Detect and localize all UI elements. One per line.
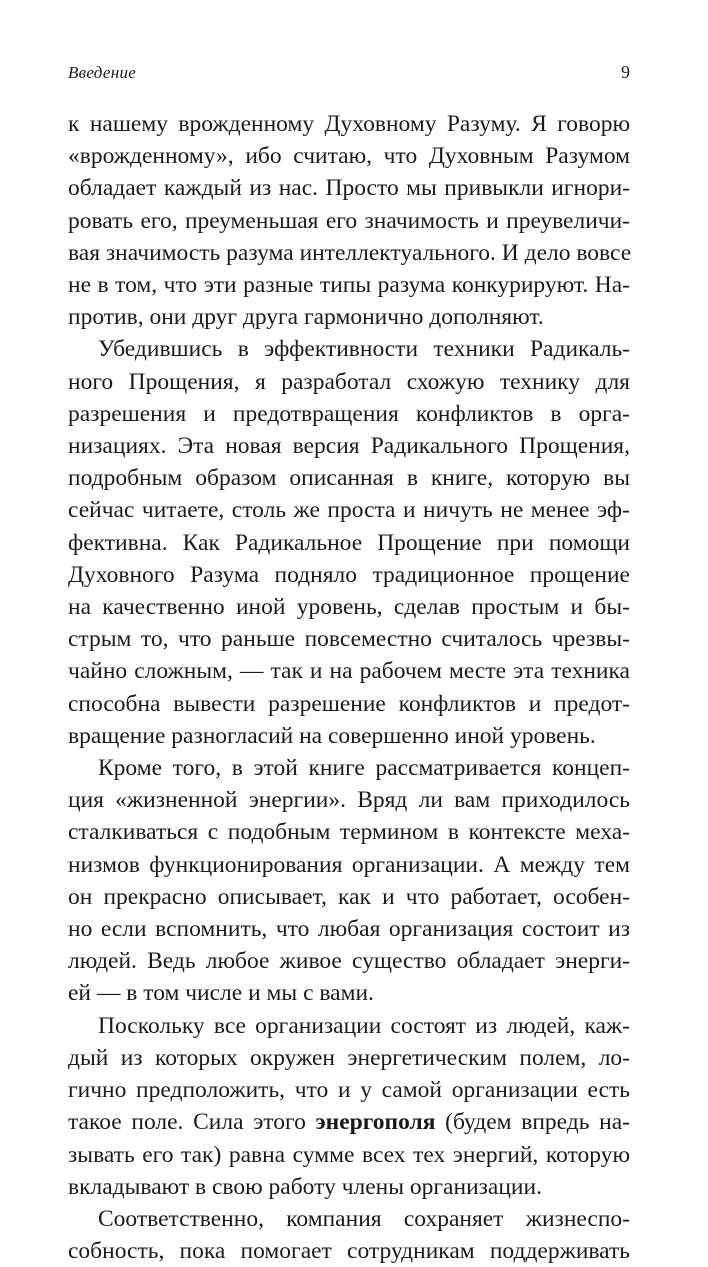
body-text xyxy=(68,108,630,1267)
text-line: ровать его, преуменьшая его значимость и преувеличи- xyxy=(68,207,630,234)
text-line: «врожденному», ибо считаю, что Духовным Разумом xyxy=(68,143,630,170)
paragraph xyxy=(68,1203,630,1267)
text-line: сейчас читаете, столь же проста и ничуть не менее эф- xyxy=(68,497,630,524)
text-line: ция «жизненной энергии». Вряд ли вам приходилось xyxy=(68,787,630,814)
page-number: 9 xyxy=(621,62,630,82)
text-line: против, они друг друга гармонично дополняют. xyxy=(68,304,544,331)
text-line: вая значимость разума интеллектуального. И дело вовсе xyxy=(68,239,632,266)
text-line: вкладывают в свою работу члены организации. xyxy=(68,1173,542,1200)
text-line: ей — в том числе и мы с вами. xyxy=(68,980,374,1007)
text-line: подробным образом описанная в книге, которую вы xyxy=(68,465,630,492)
text-line: Убедившись в эффективности техники Радикаль- xyxy=(98,336,630,363)
paragraph xyxy=(68,108,630,333)
text-line: фективна. Как Радикальное Прощение при помощи xyxy=(68,529,630,556)
text-line: низмов функционирования организации. А между тем xyxy=(68,851,630,878)
text-line-with-term xyxy=(68,1106,630,1138)
text-line: низациях. Эта новая версия Радикального Прощения, xyxy=(68,433,630,460)
text-line: Духовного Разума подняло традиционное прощение xyxy=(68,561,630,588)
text-line: собность, пока помогает сотрудникам поддерживать xyxy=(68,1238,630,1265)
text-line: людей. Ведь любое живое существо обладает энерги- xyxy=(68,948,630,975)
text-line: не в том, что эти разные типы разума конкурируют. На- xyxy=(68,272,630,299)
text-line: зывать его так) равна сумме всех тех энергий, которую xyxy=(68,1141,630,1168)
text-line: разрешения и предотвращения конфликтов в орга- xyxy=(68,400,630,427)
text-line: чайно сложным, — так и на рабочем месте эта техника xyxy=(68,658,630,685)
book-page xyxy=(68,62,632,1265)
text-line: сталкиваться с подобным термином в контексте меха- xyxy=(68,819,630,846)
text-line: он прекрасно описывает, как и что работает, особен- xyxy=(68,883,630,910)
text-line: стрым то, что раньше повсеместно считалось чрезвы- xyxy=(68,626,630,653)
text-line: Соответственно, компания сохраняет жизнеспо- xyxy=(98,1205,630,1232)
text-line: ного Прощения, я разработал схожую технику для xyxy=(68,368,630,395)
bold-term: энергополя xyxy=(315,1109,436,1136)
paragraph xyxy=(68,333,630,752)
text-line: Поскольку все организации состоят из людей, каж- xyxy=(98,1012,630,1039)
running-head xyxy=(68,62,630,102)
text-line: к нашему врожденному Духовному Разуму. Я говорю xyxy=(68,111,630,137)
text-line: дый из которых окружен энергетическим полем, ло- xyxy=(68,1044,630,1071)
text-line: но если вспомнить, что любая организация состоит из xyxy=(68,916,630,943)
text-line: Кроме того, в этой книге рассматривается концеп- xyxy=(98,755,630,782)
text-fragment: (будем впредь на- xyxy=(435,1109,630,1136)
text-line: гично предположить, что и у самой организации есть xyxy=(68,1077,630,1104)
text-line: вращение разногласий на совершенно иной уровень. xyxy=(68,722,596,749)
text-line: способна вывести разрешение конфликтов и предот- xyxy=(68,690,630,717)
text-line: на качественно иной уровень, сделав простым и бы- xyxy=(68,594,630,621)
paragraph xyxy=(68,1010,630,1203)
section-title: Введение xyxy=(68,63,137,82)
paragraph xyxy=(68,752,630,1010)
text-fragment: такое поле. Сила этого xyxy=(68,1109,316,1136)
text-line: обладает каждый из нас. Просто мы привыкли игнори- xyxy=(68,175,630,202)
